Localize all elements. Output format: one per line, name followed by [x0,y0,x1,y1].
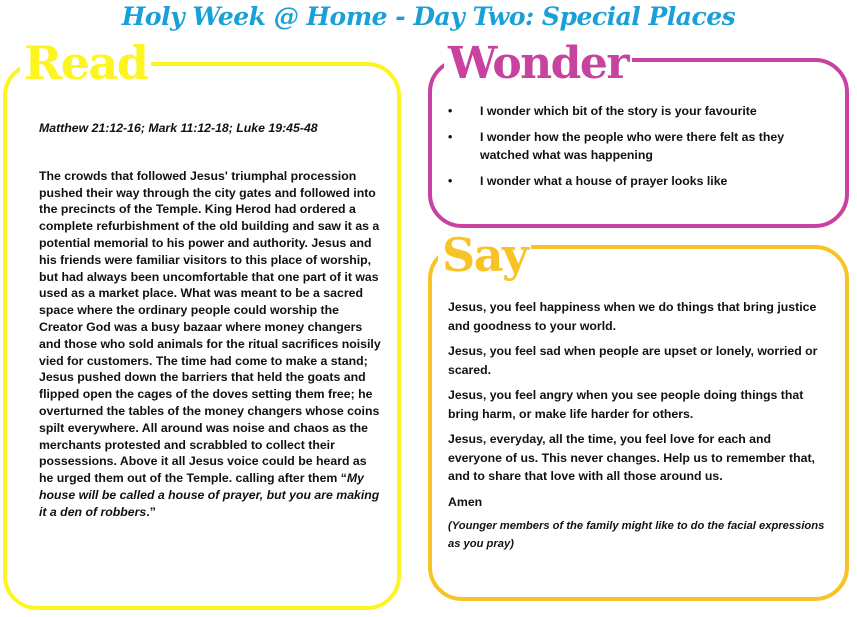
wonder-list [448,102,828,197]
prayer-line: Jesus, you feel sad when people are upset or lonely, worried or scared. [448,344,818,377]
bullet-icon: • [448,173,453,188]
wonder-item-text: I wonder how the people who were there felt as they watched what was happening [480,129,785,162]
story-text [39,168,381,521]
prayer-line: Jesus, you feel angry when you see people doing things that bring harm, or make life harder for others. [448,388,804,421]
page-title: Holy Week @ Home - Day Two: Special Places [121,2,736,31]
story-quote: My house will be called a house of prayer, but you are making it a den of robbers [39,471,380,519]
wonder-item [448,172,828,191]
wonder-heading: Wonder [444,42,632,86]
prayer-amen: Amen [448,494,483,509]
bullet-icon: • [448,129,453,144]
say-content [448,298,828,560]
bullet-icon: • [448,104,453,118]
wonder-item [448,102,828,121]
prayer-line: Jesus, everyday, all the time, you feel love for each and everyone of us. This never changes. Help us to remember that, and to share that love with all those around us. [448,432,815,483]
scripture-references: Matthew 21:12-16; Mark 11:12-18; Luke 19:45-48 [39,121,318,135]
read-content [39,120,381,521]
story-body: The crowds that followed Jesus' triumphal procession pushed their way through the city gates and followed into the precincts of the Temple. King Herod had ordered a complete refurbishment of the old building and saw it as a potential memorial to his power and authority. Jesus and his friends were familiar visitors to this place of worship, but had always been uncomfortable that one part of it was used as a market place. What was meant to be a sacred space where the ordinary people could worship the Creator God was a busy bazaar where money changers and those who sold animals for the ritual sacrifices noisily vied for customers. The time had come to make a stand; Jesus pushed down the barriers that held the goats and flipped open the cages of the doves setting them free; he overturned the tables of the money changers whose coins spilt everywhere. All around was noise and chaos as the merchants protested and scrabbled to collect their possessions. Above it all Jesus voice could be heard as he urged them out of the Temple. calling after them “ [39,168,381,486]
say-heading: Say [438,232,531,278]
wonder-item [448,128,828,165]
wonder-item-text: I wonder what a house of prayer looks like [480,173,728,188]
read-heading: Read [20,40,151,86]
story-closing: .” [146,504,156,519]
wonder-item-text: I wonder which bit of the story is your favourite [480,104,757,118]
prayer-line: Jesus, you feel happiness when we do things that bring justice and goodness to your world. [448,300,817,333]
prayer-note: (Younger members of the family might like to do the facial expressions as you pray) [448,520,825,550]
